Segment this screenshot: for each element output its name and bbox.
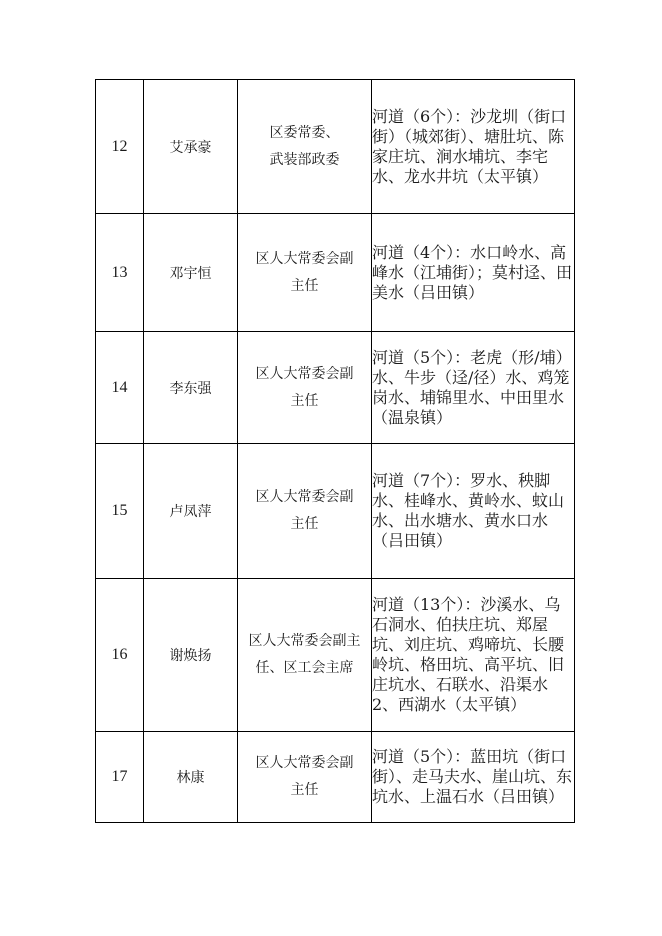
person-name: 谢焕扬 [144, 579, 238, 732]
person-name: 李东强 [144, 332, 238, 444]
assigned-rivers: 河道（5个）：蓝田坑（街口街）、走马夫水、崖山坑、东坑水、上温石水（吕田镇） [372, 732, 575, 823]
assigned-rivers: 河道（7个）：罗水、秧脚水、桂峰水、黄岭水、蚊山水、出水塘水、黄水口水（吕田镇） [372, 444, 575, 579]
table-row [96, 444, 575, 579]
position-line: 武装部政委 [269, 151, 340, 168]
row-number: 15 [96, 444, 144, 579]
position-line: 区人大常委会副主 [248, 633, 361, 649]
position-line: 区人大常委会副 [255, 365, 354, 382]
table-row [96, 80, 575, 214]
position-title [238, 214, 372, 332]
position-title [238, 332, 372, 444]
assigned-rivers: 河道（13个）：沙溪水、乌石洞水、伯扶庄坑、郑屋坑、刘庄坑、鸡啼坑、长腰岭坑、格田坑、高平坑、旧庄坑水、石联水、沿渠水2、西湖水（太平镇） [372, 579, 575, 732]
person-name: 邓宇恒 [144, 214, 238, 332]
position-line: 区委常委、 [269, 124, 340, 141]
assigned-rivers: 河道（6个）：沙龙圳（街口街）（城郊街）、塘肚坑、陈家庄坑、涧水埔坑、李宅水、龙水井坑（太平镇） [372, 80, 575, 214]
table-row [96, 332, 575, 444]
position-line: 主任 [290, 392, 319, 409]
person-name: 林康 [144, 732, 238, 823]
position-title [238, 579, 372, 732]
position-title [238, 80, 372, 214]
position-line: 任、区工会主席 [255, 660, 354, 676]
row-number: 13 [96, 214, 144, 332]
position-title [238, 444, 372, 579]
row-number: 17 [96, 732, 144, 823]
row-number: 12 [96, 80, 144, 214]
assigned-rivers: 河道（5个）：老虎（形/埔）水、牛步（迳/径）水、鸡笼岗水、埔锦里水、中田里水（温泉镇） [372, 332, 575, 444]
person-name: 卢凤萍 [144, 444, 238, 579]
river-chief-table [95, 79, 575, 823]
table-row [96, 579, 575, 732]
table-row [96, 214, 575, 332]
position-line: 区人大常委会副 [255, 755, 354, 771]
row-number: 16 [96, 579, 144, 732]
row-number: 14 [96, 332, 144, 444]
person-name: 艾承豪 [144, 80, 238, 214]
table-row [96, 732, 575, 823]
position-title [238, 732, 372, 823]
position-line: 区人大常委会副 [255, 489, 354, 505]
position-line: 区人大常委会副 [255, 250, 354, 267]
position-line: 主任 [290, 782, 319, 798]
position-line: 主任 [290, 277, 319, 294]
position-line: 主任 [290, 516, 319, 532]
assigned-rivers: 河道（4个）：水口岭水、高峰水（江埔街）；莫村迳、田美水（吕田镇） [372, 214, 575, 332]
